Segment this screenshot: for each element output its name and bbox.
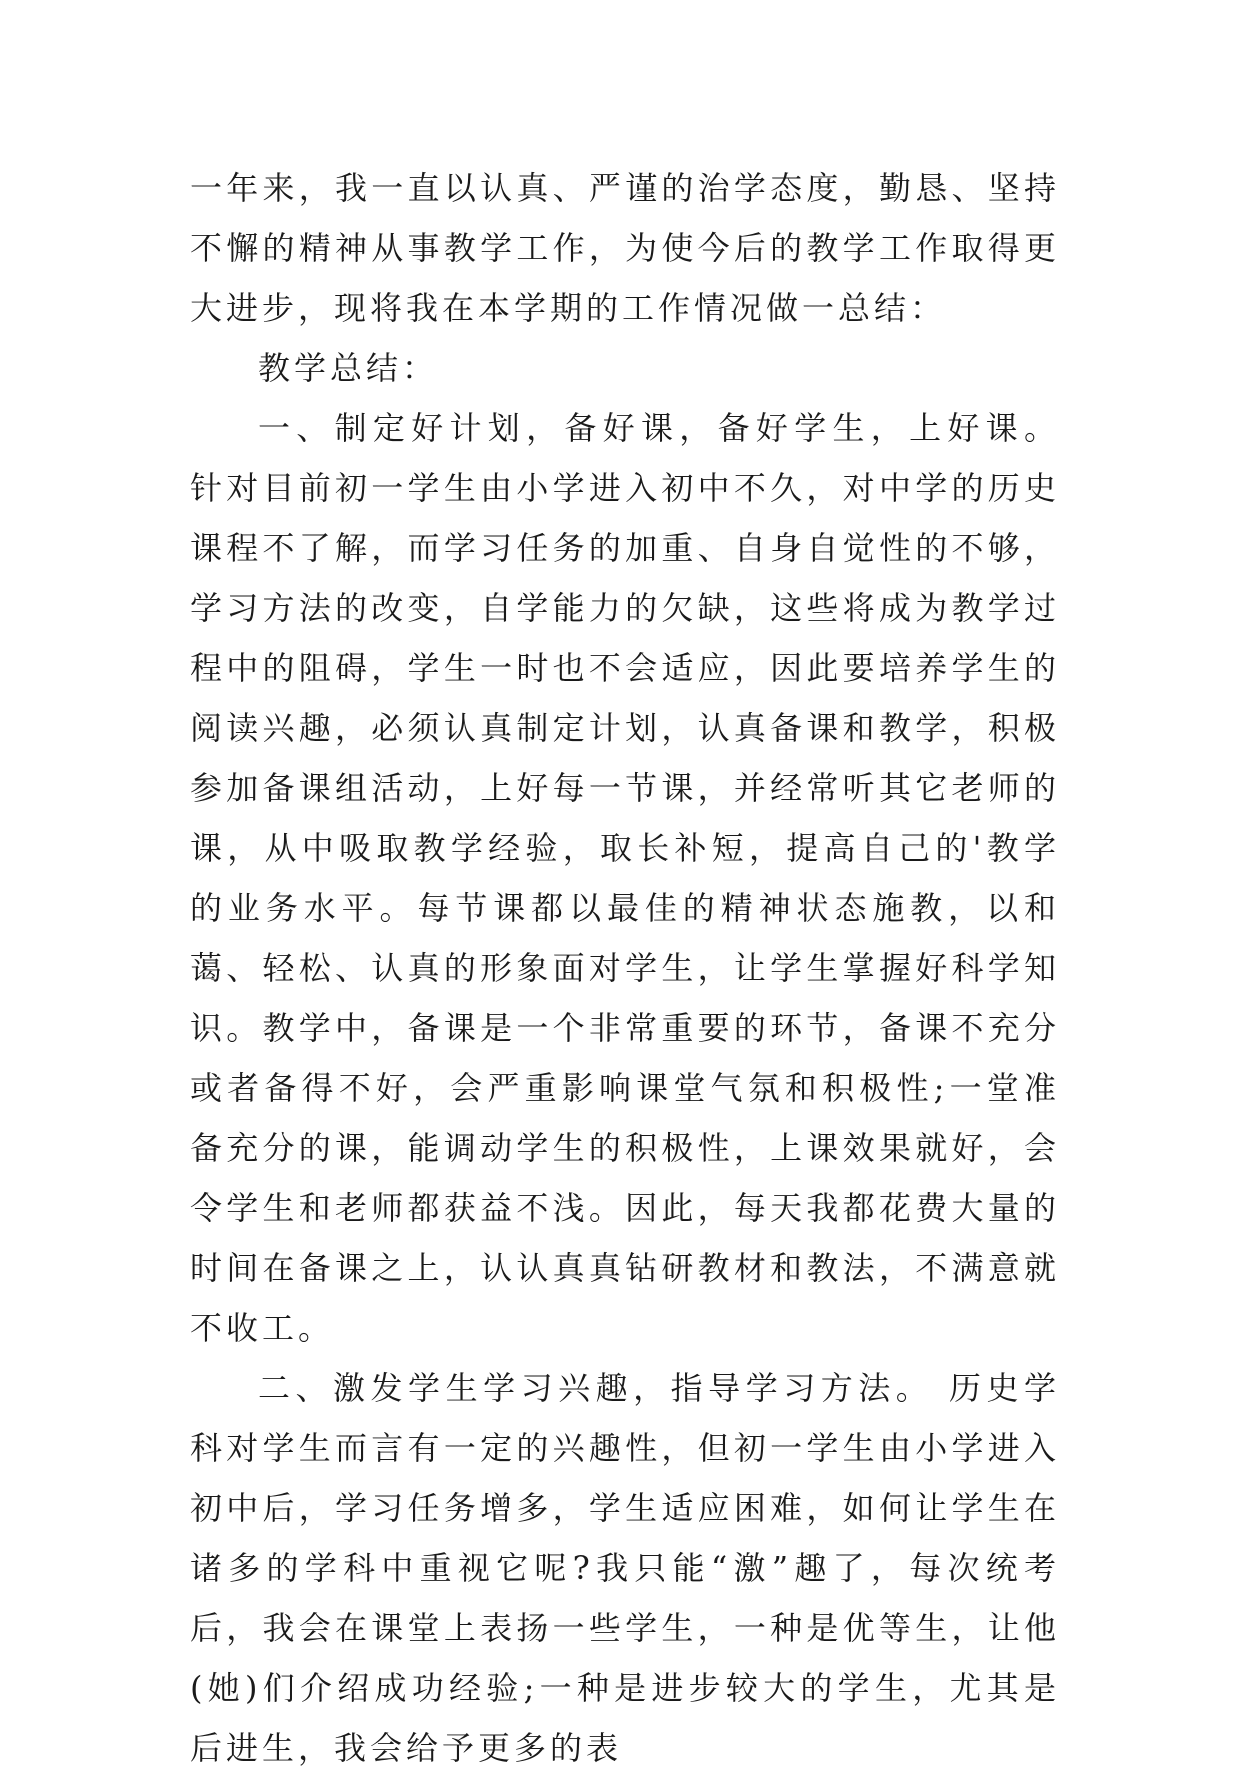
document-body xyxy=(190,158,1060,1778)
paragraph-section-one: 一、制定好计划，备好课，备好学生，上好课。 针对目前初一学生由小学进入初中不久，对中学的历史课程不了解，而学习任务的加重、自身自觉性的不够，学习方法的改变，自学能力的欠缺，这些将成为教学过程中的阻碍，学生一时也不会适应，因此要培养学生的阅读兴趣，必须认真制定计划，认真备课和教学，积极参加备课组活动，上好每一节课，并经常听其它老师的课，从中吸取教学经验，取长补短，提高自己的'教学的业务水平。每节课都以最佳的精神状态施教，以和蔼、轻松、认真的形象面对学生，让学生掌握好科学知识。教学中，备课是一个非常重要的环节，备课不充分或者备得不好，会严重影响课堂气氛和积极性;一堂准备充分的课，能调动学生的积极性，上课效果就好，会令学生和老师都获益不浅。因此，每天我都花费大量的时间在备课之上，认认真真钻研教材和教法，不满意就不收工。 xyxy=(190,409,1060,1347)
paragraph-heading: 教学总结： xyxy=(258,349,439,387)
paragraph-section-two: 二、激发学生学习兴趣，指导学习方法。 历史学科对学生而言有一定的兴趣性，但初一学生由小学进入初中后，学习任务增多，学生适应困难，如何让学生在诸多的学科中重视它呢?我只能“激”趣了，每次统考后，我会在课堂上表扬一些学生，一种是优等生，让他(她)们介绍成功经验;一种是进步较大的学生，尤其是后进生，我会给予更多的表 xyxy=(190,1369,1060,1767)
paragraph-intro: 一年来，我一直以认真、严谨的治学态度，勤恳、坚持不懈的精神从事教学工作，为使今后的教学工作取得更大进步，现将我在本学期的工作情况做一总结： xyxy=(190,169,1060,327)
